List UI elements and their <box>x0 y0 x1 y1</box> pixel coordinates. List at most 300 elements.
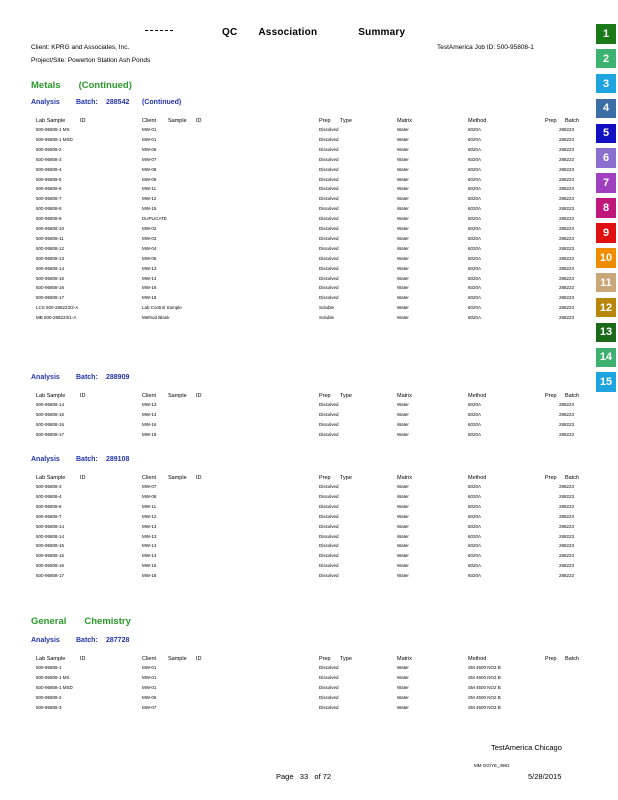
table-cell: 500-95808-3 <box>36 704 62 710</box>
col-prep-batch-prep: Prep <box>545 393 557 399</box>
table-row <box>0 573 590 583</box>
table-cell: 288223 <box>559 156 575 162</box>
table-cell: 500-95808-1 MSD <box>36 136 73 142</box>
table-cell: 500-95808-17 <box>36 431 65 437</box>
table-cell: MW-01 <box>142 136 157 142</box>
table-cell: Dissolved <box>319 563 339 569</box>
table-cell: 288223 <box>559 285 575 291</box>
table-cell: 6020A <box>468 156 482 162</box>
table-cell: 500-95808-9 <box>36 216 62 222</box>
table-row <box>0 504 590 514</box>
table-cell: 6020A <box>468 503 482 509</box>
table-cell: Water <box>397 226 409 231</box>
table-cell: 288223 <box>559 431 575 437</box>
table-cell: MB 500-288223/1-A <box>36 315 77 321</box>
table-row <box>0 206 590 216</box>
table-cell: Dissolved <box>319 421 339 427</box>
table-cell: 288223 <box>559 484 575 489</box>
table-row <box>0 563 590 573</box>
table-cell: 288223 <box>559 245 575 251</box>
table-cell: 500-95808-12 <box>36 245 65 251</box>
table-cell: 500-95808-13 <box>36 255 65 261</box>
table-cell: Water <box>397 235 409 241</box>
table-cell: Water <box>397 553 409 559</box>
table-cell: SM 4500 NO2 B <box>468 694 501 700</box>
table-row <box>0 236 590 246</box>
table-cell: 6020A <box>468 127 482 132</box>
col-matrix: Matrix <box>397 656 412 662</box>
table-cell: MW-15 <box>142 206 157 212</box>
table-row <box>0 315 590 325</box>
col-prep-batch: Batch <box>565 118 580 124</box>
table-cell: Dissolved <box>319 573 339 579</box>
table-cell: Water <box>397 684 409 690</box>
section-tab-14[interactable]: 14 <box>596 348 616 368</box>
col-type: Type <box>340 656 352 662</box>
table-cell: 500-95808-14 <box>36 523 65 529</box>
batch-analysis-word: Analysis <box>31 637 60 644</box>
table-cell: 500-95808-1 MS <box>36 674 70 680</box>
table-cell: 6020A <box>468 533 482 539</box>
section-tab-1[interactable]: 1 <box>596 24 616 44</box>
table-cell: MW-18 <box>142 431 157 437</box>
table-cell: 288223 <box>559 553 575 559</box>
col-client-id: ID <box>196 475 202 481</box>
table-cell: Dissolved <box>319 684 339 690</box>
table-cell: 288223 <box>559 315 575 321</box>
batch-analysis-word: Analysis <box>31 99 60 106</box>
table-cell: MW-07 <box>142 704 157 710</box>
table-row <box>0 534 590 544</box>
table-row <box>0 167 590 177</box>
table-cell: Dissolved <box>319 196 339 202</box>
section-tab-4[interactable]: 4 <box>596 99 616 119</box>
table-cell: MW-12 <box>142 196 157 202</box>
table-row <box>0 494 590 504</box>
table-row <box>0 484 590 494</box>
table-row <box>0 285 590 295</box>
table-cell: 288223 <box>559 265 575 271</box>
table-cell: 6020A <box>468 186 482 192</box>
col-lab-sample: Lab Sample <box>36 118 66 124</box>
table-cell: Dissolved <box>319 665 339 670</box>
table-cell: 500-95808-1 <box>36 665 62 670</box>
col-sample: Sample <box>168 118 187 124</box>
table-cell: 6020A <box>468 265 482 271</box>
col-id: ID <box>80 393 86 399</box>
of-label: of <box>314 772 321 781</box>
table-cell: Dissolved <box>319 275 339 281</box>
table-cell: MW-16 <box>142 421 157 427</box>
col-id: ID <box>80 656 86 662</box>
col-prep: Prep <box>319 393 331 399</box>
batch-number: 287728 <box>106 637 130 644</box>
table-cell: Dissolved <box>319 411 339 417</box>
table-cell: 6020A <box>468 285 482 291</box>
table-row <box>0 412 590 422</box>
section-tab-11[interactable]: 11 <box>596 273 616 293</box>
table-cell: 288223 <box>559 226 575 231</box>
table-cell: SM 4500 NO2 B <box>468 684 501 690</box>
table-cell: 288223 <box>559 305 575 311</box>
table-row <box>0 157 590 167</box>
col-sample: Sample <box>168 475 187 481</box>
table-cell: Dissolved <box>319 156 339 162</box>
table-cell: 500-95808-7 <box>36 513 62 519</box>
table-cell: 6020A <box>468 315 482 321</box>
batch-word: Batch: <box>76 456 98 463</box>
table-cell: Water <box>397 275 409 281</box>
section-title-word: Chemistry <box>84 616 131 627</box>
table-cell: Water <box>397 493 409 499</box>
table-cell: Water <box>397 285 409 291</box>
footer-date: 5/28/2015 <box>528 772 562 781</box>
footer-lab: TestAmerica Chicago <box>491 743 562 752</box>
table-cell: MW-14 <box>142 411 157 417</box>
col-client-id: ID <box>196 656 202 662</box>
table-cell: 500-95808-2 <box>36 146 62 152</box>
section-title-word: (Continued) <box>78 80 132 91</box>
table-cell: 500-95808-3 <box>36 156 62 162</box>
table-cell: MW-11 <box>142 186 157 192</box>
table-cell: MW-14 <box>142 275 157 281</box>
table-cell: Soluble <box>319 315 335 321</box>
table-cell: Dissolved <box>319 285 339 291</box>
table-cell: Dissolved <box>319 176 339 182</box>
table-row <box>0 665 590 675</box>
table-cell: Dissolved <box>319 295 339 301</box>
col-prep-batch-prep: Prep <box>545 656 557 662</box>
table-row <box>0 276 590 286</box>
table-cell: 288223 <box>559 127 575 132</box>
table-row <box>0 705 590 715</box>
table-cell: 500-95808-16 <box>36 285 65 291</box>
col-client: Client <box>142 393 157 399</box>
col-client: Client <box>142 656 157 662</box>
table-cell: Dissolved <box>319 553 339 559</box>
batch-word: Batch: <box>76 637 98 644</box>
table-cell: 288223 <box>559 411 575 417</box>
table-cell: 6020A <box>468 275 482 281</box>
table-cell: SM 4500 NO2 B <box>468 665 501 670</box>
table-cell: 288223 <box>559 513 575 519</box>
table-cell: 6020A <box>468 573 482 579</box>
table-cell: 500-95808-16 <box>36 563 65 569</box>
col-client: Client <box>142 475 157 481</box>
page-number <box>276 772 331 781</box>
table-cell: Dissolved <box>319 245 339 251</box>
table-cell: 6020A <box>468 421 482 427</box>
batch-number: 288909 <box>106 374 130 381</box>
table-cell: 500-95808-10 <box>36 226 65 231</box>
table-cell: Dissolved <box>319 166 339 172</box>
table-cell: 500-95808-6 <box>36 503 62 509</box>
table-row <box>0 177 590 187</box>
table-row <box>0 695 590 705</box>
page-title <box>222 27 405 38</box>
table-cell: 6020A <box>468 484 482 489</box>
section-tab-9[interactable]: 9 <box>596 223 616 243</box>
table-cell: SM 4500 NO2 B <box>468 704 501 710</box>
col-prep-batch: Batch <box>565 475 580 481</box>
col-lab-sample: Lab Sample <box>36 656 66 662</box>
col-method: Method <box>468 393 487 399</box>
table-cell: MW-12 <box>142 513 157 519</box>
table-cell: Dissolved <box>319 543 339 549</box>
table-cell: Dissolved <box>319 493 339 499</box>
table-cell: Water <box>397 186 409 192</box>
table-cell: 288223 <box>559 503 575 509</box>
table-cell: 288223 <box>559 216 575 222</box>
table-cell: MW-11 <box>142 503 157 509</box>
title-word-3: Summary <box>358 27 406 38</box>
table-cell: 6020A <box>468 493 482 499</box>
table-cell: MW-13 <box>142 533 157 539</box>
section-tab-2[interactable]: 2 <box>596 49 616 69</box>
table-cell: 500-95808-15 <box>36 553 65 559</box>
section-tab-3[interactable]: 3 <box>596 74 616 94</box>
table-cell: Dissolved <box>319 674 339 680</box>
table-row <box>0 137 590 147</box>
section-tab-12[interactable]: 12 <box>596 298 616 318</box>
table-row <box>0 127 590 137</box>
table-cell: 500-95808-3 <box>36 484 62 489</box>
col-client: Client <box>142 118 157 124</box>
section-tab-15[interactable]: 15 <box>596 372 616 392</box>
table-cell: MW-13 <box>142 402 157 407</box>
table-cell: 288223 <box>559 166 575 172</box>
table-row <box>0 402 590 412</box>
col-prep: Prep <box>319 656 331 662</box>
table-cell: Water <box>397 421 409 427</box>
table-cell: Dissolved <box>319 694 339 700</box>
client-line: Client: KPRG and Associates, Inc. <box>31 44 130 51</box>
table-cell: 288223 <box>559 543 575 549</box>
table-cell: Dissolved <box>319 402 339 407</box>
table-cell: 288223 <box>559 493 575 499</box>
section-tab-7[interactable]: 7 <box>596 173 616 193</box>
table-cell: Water <box>397 136 409 142</box>
table-row <box>0 432 590 442</box>
table-cell: Dissolved <box>319 533 339 539</box>
col-prep-batch: Batch <box>565 656 580 662</box>
table-cell: MW-09 <box>142 176 157 182</box>
table-cell: Water <box>397 523 409 529</box>
table-cell: Water <box>397 196 409 202</box>
table-cell: Dissolved <box>319 226 339 231</box>
table-cell: 288223 <box>559 295 575 301</box>
table-cell: Dissolved <box>319 513 339 519</box>
col-method: Method <box>468 656 487 662</box>
col-type: Type <box>340 118 352 124</box>
table-cell: 500-95808-1 MS <box>36 127 70 132</box>
batch-number: 289108 <box>106 456 130 463</box>
batch-word: Batch: <box>76 374 98 381</box>
table-cell: MW-01 <box>142 674 157 680</box>
table-cell: Water <box>397 503 409 509</box>
table-cell: 288223 <box>559 136 575 142</box>
table-cell: 288223 <box>559 573 575 579</box>
table-cell: 500-95808-7 <box>36 196 62 202</box>
table-row <box>0 553 590 563</box>
table-cell: 500-95808-2 <box>36 694 62 700</box>
table-cell: Dissolved <box>319 146 339 152</box>
table-cell: Dissolved <box>319 206 339 212</box>
table-cell: Lab Control Sample <box>142 305 182 311</box>
table-cell: 6020A <box>468 431 482 437</box>
table-cell: MW-07 <box>142 156 157 162</box>
table-cell: 288223 <box>559 563 575 569</box>
table-cell: 500-95808-17 <box>36 295 65 301</box>
table-cell: Water <box>397 156 409 162</box>
table-cell: Dissolved <box>319 136 339 142</box>
table-cell: Dissolved <box>319 503 339 509</box>
table-cell: MW-16 <box>142 563 157 569</box>
col-lab-sample: Lab Sample <box>36 393 66 399</box>
table-cell: Water <box>397 206 409 212</box>
table-cell: 6020A <box>468 235 482 241</box>
table-cell: MW-01 <box>142 684 157 690</box>
col-type: Type <box>340 475 352 481</box>
table-cell: 288223 <box>559 275 575 281</box>
table-cell: MW-07 <box>142 484 157 489</box>
table-cell: Water <box>397 176 409 182</box>
section-title <box>31 616 149 627</box>
title-word-1: QC <box>222 27 238 38</box>
col-prep-batch: Batch <box>565 393 580 399</box>
section-tab-8[interactable]: 8 <box>596 198 616 218</box>
table-cell: Dissolved <box>319 235 339 241</box>
table-cell: 288223 <box>559 402 575 407</box>
table-cell: Water <box>397 543 409 549</box>
table-cell: 6020A <box>468 255 482 261</box>
table-row <box>0 196 590 206</box>
table-cell: 500-95808-15 <box>36 411 65 417</box>
table-row <box>0 305 590 315</box>
table-cell: MW-13 <box>142 523 157 529</box>
table-cell: 500-95808-5 <box>36 176 62 182</box>
table-cell: 288223 <box>559 186 575 192</box>
table-cell: MW-01 <box>142 665 157 670</box>
section-tab-5[interactable]: 5 <box>596 124 616 144</box>
table-cell: 500-95808-15 <box>36 543 65 549</box>
table-cell: 6020A <box>468 176 482 182</box>
table-cell: 500-95808-11 <box>36 235 64 241</box>
table-cell: 6020A <box>468 553 482 559</box>
table-cell: Water <box>397 245 409 251</box>
table-cell: Water <box>397 255 409 261</box>
table-row <box>0 147 590 157</box>
table-row <box>0 216 590 226</box>
top-dash-line <box>145 30 173 31</box>
table-cell: Water <box>397 295 409 301</box>
table-cell: Dissolved <box>319 186 339 192</box>
table-cell: 6020A <box>468 305 482 311</box>
footer-code: MM GG/YE_4981 <box>474 763 510 768</box>
table-cell: 500-95808-4 <box>36 493 62 499</box>
table-row <box>0 266 590 276</box>
table-cell: 500-95808-14 <box>36 265 65 271</box>
table-cell: Water <box>397 315 409 321</box>
table-cell: 6020A <box>468 245 482 251</box>
table-cell: MW-13 <box>142 265 157 271</box>
table-cell: Water <box>397 127 409 132</box>
table-cell: 288223 <box>559 196 575 202</box>
table-row <box>0 685 590 695</box>
page-num: 33 <box>299 772 309 781</box>
col-prep-batch-prep: Prep <box>545 118 557 124</box>
col-sample: Sample <box>168 656 187 662</box>
page-total: 72 <box>322 772 332 781</box>
batch-analysis-word: Analysis <box>31 374 60 381</box>
table-cell: 500-95808-17 <box>36 573 65 579</box>
table-cell: 6020A <box>468 402 482 407</box>
section-tab-13[interactable]: 13 <box>596 323 616 343</box>
table-cell: Water <box>397 216 409 222</box>
table-cell: Water <box>397 513 409 519</box>
table-cell: MW-06 <box>142 694 157 700</box>
table-cell: 6020A <box>468 166 482 172</box>
table-cell: 500-95808-8 <box>36 206 62 212</box>
table-row <box>0 543 590 553</box>
table-cell: Water <box>397 305 409 311</box>
table-row <box>0 422 590 432</box>
section-tab-10[interactable]: 10 <box>596 248 616 268</box>
table-cell: 6020A <box>468 411 482 417</box>
table-cell: 288223 <box>559 523 575 529</box>
table-cell: DUPLICATE <box>142 216 167 222</box>
table-cell: Water <box>397 402 409 407</box>
batch-analysis-word: Analysis <box>31 456 60 463</box>
table-cell: 500-95808-6 <box>36 186 62 192</box>
col-prep: Prep <box>319 118 331 124</box>
table-row <box>0 246 590 256</box>
table-cell: 6020A <box>468 563 482 569</box>
table-cell: 6020A <box>468 295 482 301</box>
batch-number: 288542 <box>106 99 130 106</box>
table-cell: 288223 <box>559 255 575 261</box>
table-cell: Dissolved <box>319 216 339 222</box>
table-cell: 500-95808-1 MSD <box>36 684 73 690</box>
table-cell: LCS 500-288223/2-A <box>36 305 79 311</box>
col-id: ID <box>80 118 86 124</box>
table-cell: Water <box>397 265 409 271</box>
table-cell: MW-06 <box>142 146 157 152</box>
table-row <box>0 295 590 305</box>
title-word-2: Association <box>258 27 318 38</box>
table-cell: 6020A <box>468 216 482 222</box>
table-cell: MW-04 <box>142 245 157 251</box>
table-row <box>0 186 590 196</box>
table-row <box>0 675 590 685</box>
col-matrix: Matrix <box>397 475 412 481</box>
table-cell: 500-95808-14 <box>36 402 65 407</box>
table-cell: Water <box>397 573 409 579</box>
table-cell: 288223 <box>559 421 575 427</box>
table-cell: Water <box>397 431 409 437</box>
col-method: Method <box>468 118 487 124</box>
project-site-line: Project/Site: Powerton Station Ash Ponds <box>31 57 151 64</box>
table-cell: MW-08 <box>142 166 157 172</box>
table-cell: Water <box>397 484 409 489</box>
col-prep-batch-prep: Prep <box>545 475 557 481</box>
table-row <box>0 226 590 236</box>
section-tab-6[interactable]: 6 <box>596 148 616 168</box>
section-tabs <box>596 24 616 397</box>
page-label: Page <box>276 772 294 781</box>
table-cell: MW-02 <box>142 226 157 231</box>
table-cell: MW-14 <box>142 553 157 559</box>
